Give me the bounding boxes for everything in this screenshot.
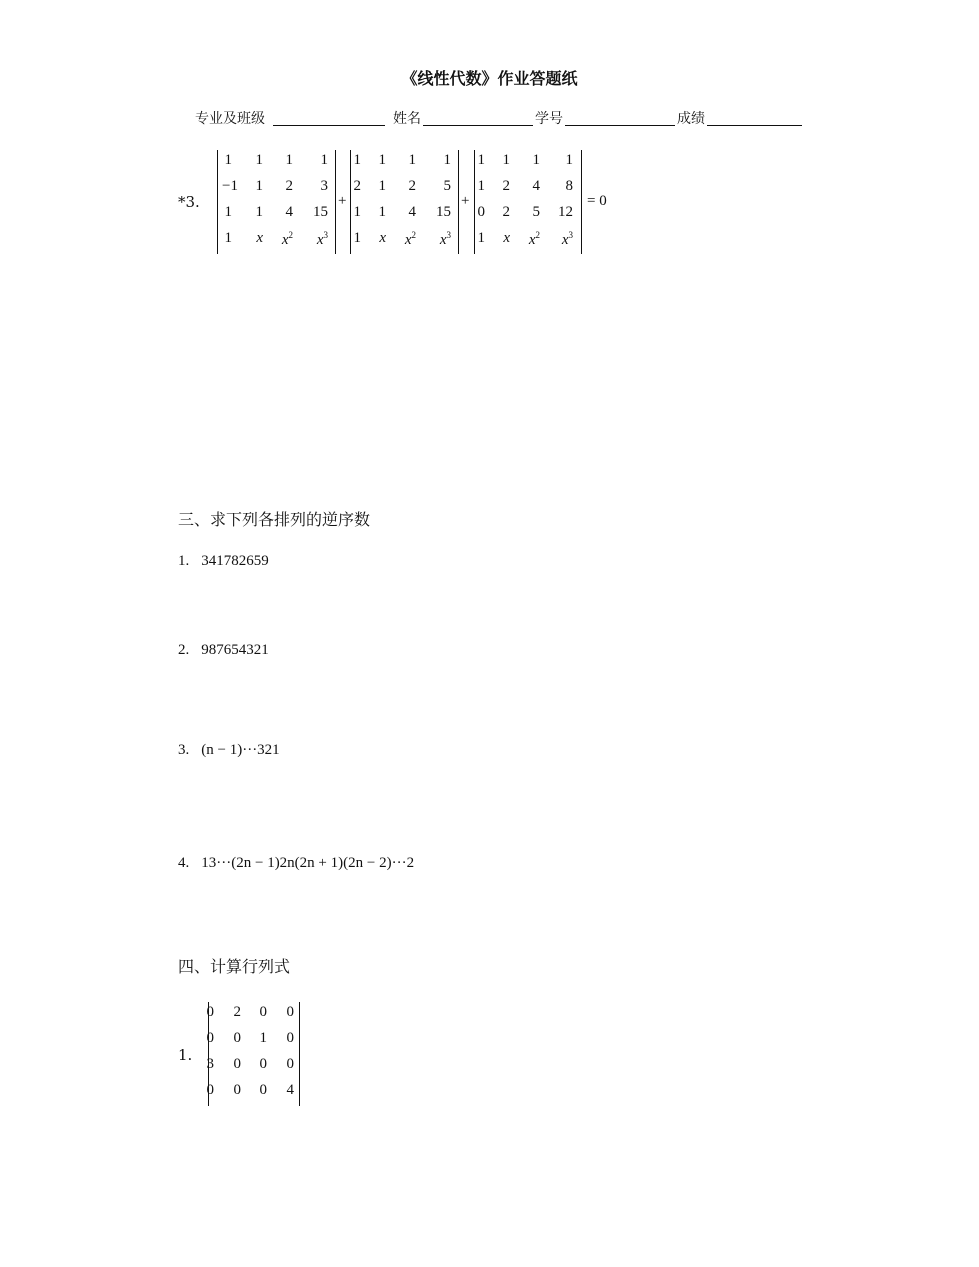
det3-cell: 1: [477, 152, 485, 168]
score-blank[interactable]: [707, 125, 802, 126]
det2-cell: $x^3$: [439, 230, 451, 248]
major-class-blank[interactable]: [273, 125, 385, 126]
det1-cell: x: [256, 230, 263, 246]
det2-cell: $x^2$: [404, 230, 416, 248]
det2-cell: 2: [353, 178, 361, 194]
det3-cell: 4: [532, 178, 540, 194]
det3-cell: 1: [502, 152, 510, 168]
determinant-3: [474, 150, 582, 254]
det2-cell: 2: [408, 178, 416, 194]
matrix-cell: 3: [206, 1056, 214, 1072]
determinant-2: [350, 150, 459, 254]
det1-cell: 1: [224, 230, 232, 246]
det1-cell: 3: [320, 178, 328, 194]
det2-cell: 4: [408, 204, 416, 220]
det1-cell: 1: [320, 152, 328, 168]
det1-cell: 1: [255, 152, 263, 168]
det2-cell: 5: [443, 178, 451, 194]
determinant-1: [217, 150, 336, 254]
determinant-4x4: [208, 1002, 300, 1106]
det2-cell: x: [379, 230, 386, 246]
det3-cell: 2: [502, 204, 510, 220]
matrix-cell: 1: [259, 1030, 267, 1046]
det3-cell: $x^3$: [561, 230, 573, 248]
section-3-item-1: 1. 341782659: [178, 553, 269, 569]
det3-cell: 1: [565, 152, 573, 168]
det2-cell: 1: [378, 204, 386, 220]
det3-cell: 1: [477, 178, 485, 194]
det3-cell: 12: [558, 204, 573, 220]
det1-cell: 1: [285, 152, 293, 168]
det1-cell: 4: [285, 204, 293, 220]
det1-cell: −1: [222, 178, 238, 194]
section-3-heading: 三、求下列各排列的逆序数: [178, 510, 371, 529]
det2-cell: 15: [436, 204, 451, 220]
det3-cell: 8: [565, 178, 573, 194]
det3-cell: 2: [502, 178, 510, 194]
det1-cell: 1: [255, 204, 263, 220]
student-id-label: 学号: [535, 111, 563, 127]
det2-cell: 1: [353, 230, 361, 246]
plus-sign: +: [338, 193, 347, 209]
matrix-cell: 2: [233, 1004, 241, 1020]
det1-cell: 15: [313, 204, 328, 220]
plus-sign: +: [461, 193, 470, 209]
matrix-cell: 4: [286, 1082, 294, 1098]
matrix-cell: 0: [206, 1082, 214, 1098]
det1-cell: 2: [285, 178, 293, 194]
det1-cell: 1: [224, 204, 232, 220]
matrix-cell: 0: [259, 1082, 267, 1098]
det2-cell: 1: [378, 152, 386, 168]
matrix-cell: 0: [233, 1082, 241, 1098]
matrix-cell: 0: [286, 1030, 294, 1046]
det2-cell: 1: [378, 178, 386, 194]
matrix-cell: 0: [206, 1030, 214, 1046]
det2-cell: 1: [408, 152, 416, 168]
det2-cell: 1: [443, 152, 451, 168]
section-3-item-4: 4. 13···(2n − 1)2n(2n + 1)(2n − 2)···2: [178, 855, 415, 871]
matrix-cell: 0: [286, 1004, 294, 1020]
det3-cell: 0: [477, 204, 485, 220]
section-3-item-3: 3. (n − 1)···321: [178, 742, 280, 758]
score-label: 成绩: [677, 111, 705, 127]
student-id-blank[interactable]: [565, 125, 675, 126]
matrix-cell: 0: [259, 1004, 267, 1020]
name-blank[interactable]: [423, 125, 533, 126]
det3-cell: 5: [532, 204, 540, 220]
matrix-cell: 0: [259, 1056, 267, 1072]
problem-3-label: *3.: [178, 193, 200, 211]
page-title: 《线性代数》作业答题纸: [401, 69, 578, 88]
section-4-item-1-label: 1.: [178, 1046, 193, 1064]
det3-cell: $x^2$: [528, 230, 540, 248]
det1-cell: $x^3$: [316, 230, 328, 248]
det3-cell: 1: [477, 230, 485, 246]
det2-cell: 1: [353, 204, 361, 220]
matrix-cell: 0: [233, 1030, 241, 1046]
det1-cell: 1: [255, 178, 263, 194]
section-3-item-2: 2. 987654321: [178, 642, 269, 658]
matrix-cell: 0: [286, 1056, 294, 1072]
name-label: 姓名: [393, 111, 421, 127]
matrix-cell: 0: [206, 1004, 214, 1020]
det2-cell: 1: [353, 152, 361, 168]
matrix-cell: 0: [233, 1056, 241, 1072]
det1-cell: 1: [224, 152, 232, 168]
major-class-label: 专业及班级: [195, 111, 265, 127]
section-4-heading: 四、计算行列式: [178, 957, 291, 976]
equals-zero: = 0: [587, 193, 607, 209]
det3-cell: 1: [532, 152, 540, 168]
det3-cell: x: [503, 230, 510, 246]
det1-cell: $x^2$: [281, 230, 293, 248]
